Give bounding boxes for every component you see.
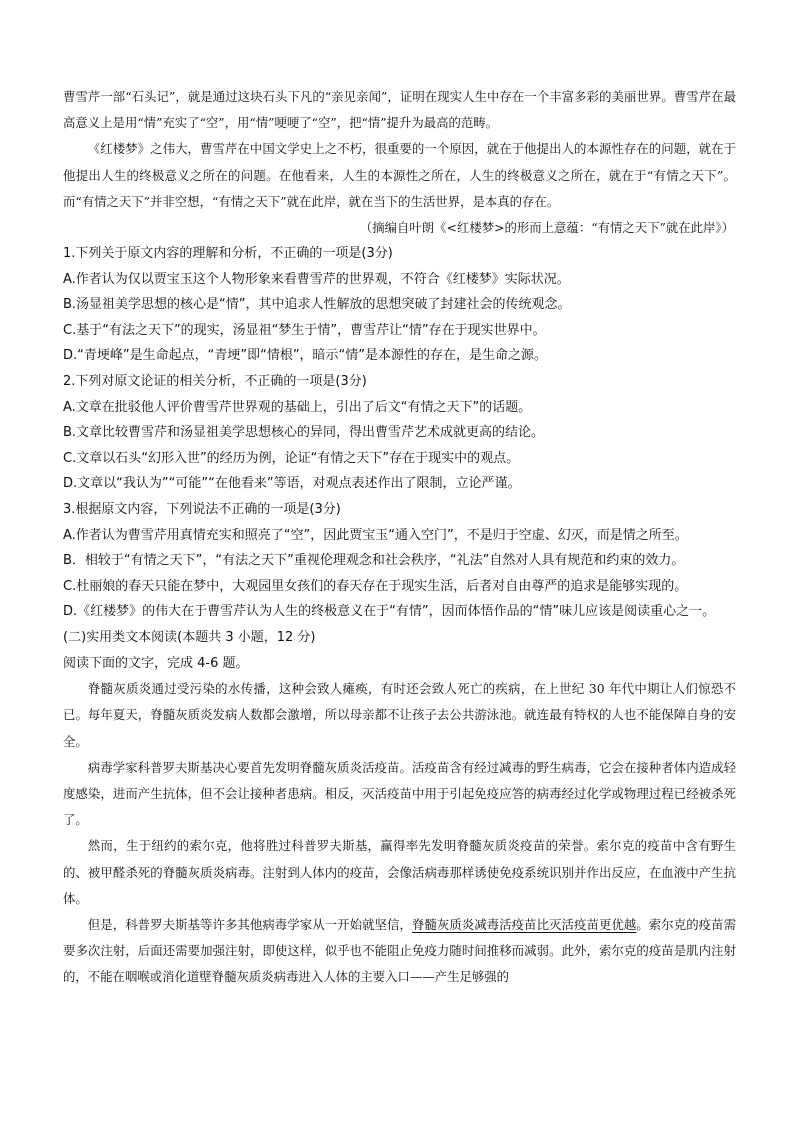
section-2-heading: (二)实用类文本阅读(本题共 3 小题，12 分) <box>63 629 316 645</box>
question-1-option-b: B.汤显祖美学思想的核心是“情”，其中追求人性解放的思想突破了封建社会的传统观念。 <box>63 297 571 313</box>
question-2-option-b: B.文章比较曹雪芹和汤显祖美学思想核心的异同，得出曹雪芹艺术成就更高的结论。 <box>63 425 545 441</box>
question-3-stem: 3.根据原文内容，下列说法不正确的一项是(3分) <box>63 501 341 517</box>
passage2-paragraph-1: 脊髓灰质炎通过受污染的水传播，这种会致人瘫痪，有时还会致人死亡的疾病，在上世纪 30 年代中期让人们惊恐不已。每年夏天，脊髓灰质炎发病人数都会激增，所以母亲都不让孩子去公共游泳池。就连最有特权的人也不能保障自身的安全。 <box>63 681 736 749</box>
passage1-source: （摘编自叶朗《<红楼梦>的形而上意蕴：“有情之天下”就在此岸》） <box>359 220 734 236</box>
question-3-option-b: B．相较于“有情之天下”，“有法之天下”重视伦理观念和社会秩序，“礼法”自然对人具有规范和约束的效力。 <box>63 553 685 569</box>
question-2-option-d: D.文章以“我认为”“可能”“在他看来”等语，对观点表述作出了限制，立论严谨。 <box>63 476 521 492</box>
passage2-p4-text-after: 。索尔克的疫苗需要多次注射，后面还需要加强注射，即使这样，似乎也不能阻止免疫力随时间推移而减弱。此外，索尔克的疫苗是肌内注射的，不能在咽喉或消化道壁脊髓灰质炎病毒进入人体的主要入口——产生足够强的 <box>63 916 737 985</box>
question-2-option-a: A.文章在批驳他人评价曹雪芹世界观的基础上，引出了后文“有情之天下”的话题。 <box>63 399 532 415</box>
question-3-option-c: C.杜丽娘的春天只能在梦中，大观园里女孩们的春天存在于现实生活，后者对自由尊严的追求是能够实现的。 <box>63 578 688 594</box>
question-1 <box>63 241 736 369</box>
passage1-paragraph-1: 曹雪芹一部“石头记”，就是通过这块石头下凡的“亲见亲闻”，证明在现实人生中存在一个丰富多彩的美丽世界。曹雪芹在最高意义上是用“情”充实了“空”，用“情”哽哽了“空”，把“情”提升为最高的范畴。 <box>63 89 736 131</box>
passage2-paragraph-4 <box>63 912 736 991</box>
question-1-option-d: D.“青埂峰”是生命起点，“青埂”即“情根”，暗示“情”是本源性的存在，是生命之源。 <box>63 348 548 364</box>
question-1-option-a: A.作者认为仅以贾宝玉这个人物形象来看曹雪芹的世界观，不符合《红楼梦》实际状况。 <box>63 271 570 287</box>
passage2-paragraph-3: 然而，生于纽约的索尔克，他将胜过科普罗夫斯基，赢得率先发明脊髓灰质炎疫苗的荣誉。索尔克的疫苗中含有野生的、被甲醛杀死的脊髓灰质炎病毒。注射到人体内的疫苗，会像活病毒那样诱使免疫系统识别并作出反应，在血液中产生抗体。 <box>63 838 736 906</box>
passage2-underlined-sentence: 脊髓灰质炎减毒活疫苗比灭活疫苗更优越 <box>411 916 637 932</box>
question-2-stem: 2.下列对原文论证的相关分析，不正确的一项是(3分) <box>63 373 367 389</box>
question-3-option-a: A.作者认为曹雪芹用真情充实和照亮了“空”，因此贾宝玉“通入空门”，不是归于空虚、幻灭，而是情之所至。 <box>63 527 688 543</box>
question-1-stem: 1.下列关于原文内容的理解和分析，不正确的一项是(3分) <box>63 246 393 262</box>
question-1-option-c: C.基于“有法之天下”的现实，汤显祖“梦生于情”，曹雪芹让“情”存在于现实世界中。 <box>63 322 546 338</box>
passage2-p4-text-before: 但是，科普罗夫斯基等许多其他病毒学家从一开始就坚信， <box>87 916 412 932</box>
section-2-instruction: 阅读下面的文字，完成 4-6 题。 <box>63 655 249 671</box>
passage1-paragraph-2: 《红楼梦》之伟大，曹雪芹在中国文学史上之不朽，很重要的一个原因，就在于他提出人的本源性存在的问题，就在于他提出人生的终极意义之所在的问题。在他看来，人生的本源性之所在，人生的终极意义之所在，就在于“有情之天下”。而“有情之天下”并非空想，“有情之天下”就在此岸，就在当下的生活世界，是本真的存在。 <box>63 141 736 209</box>
question-3 <box>63 497 736 625</box>
question-2-option-c: C.文章以石头“幻形入世”的经历为例，论证“有情之天下”存在于现实中的观点。 <box>63 450 520 466</box>
question-3-option-d: D.《红楼梦》的伟大在于曹雪芹认为人生的终极意义在于“有情”，因而体悟作品的“情”味儿应该是阅读重心之一。 <box>63 604 716 620</box>
question-2 <box>63 369 736 497</box>
passage2-paragraph-2: 病毒学家科普罗夫斯基决心要首先发明脊髓灰质炎活疫苗。活疫苗含有经过减毒的野生病毒，它会在接种者体内造成轻度感染，进而产生抗体，但不会让接种者患病。相反，灭活疫苗中用于引起免疫应答的病毒经过化学或物理过程已经被杀死了。 <box>63 759 736 828</box>
